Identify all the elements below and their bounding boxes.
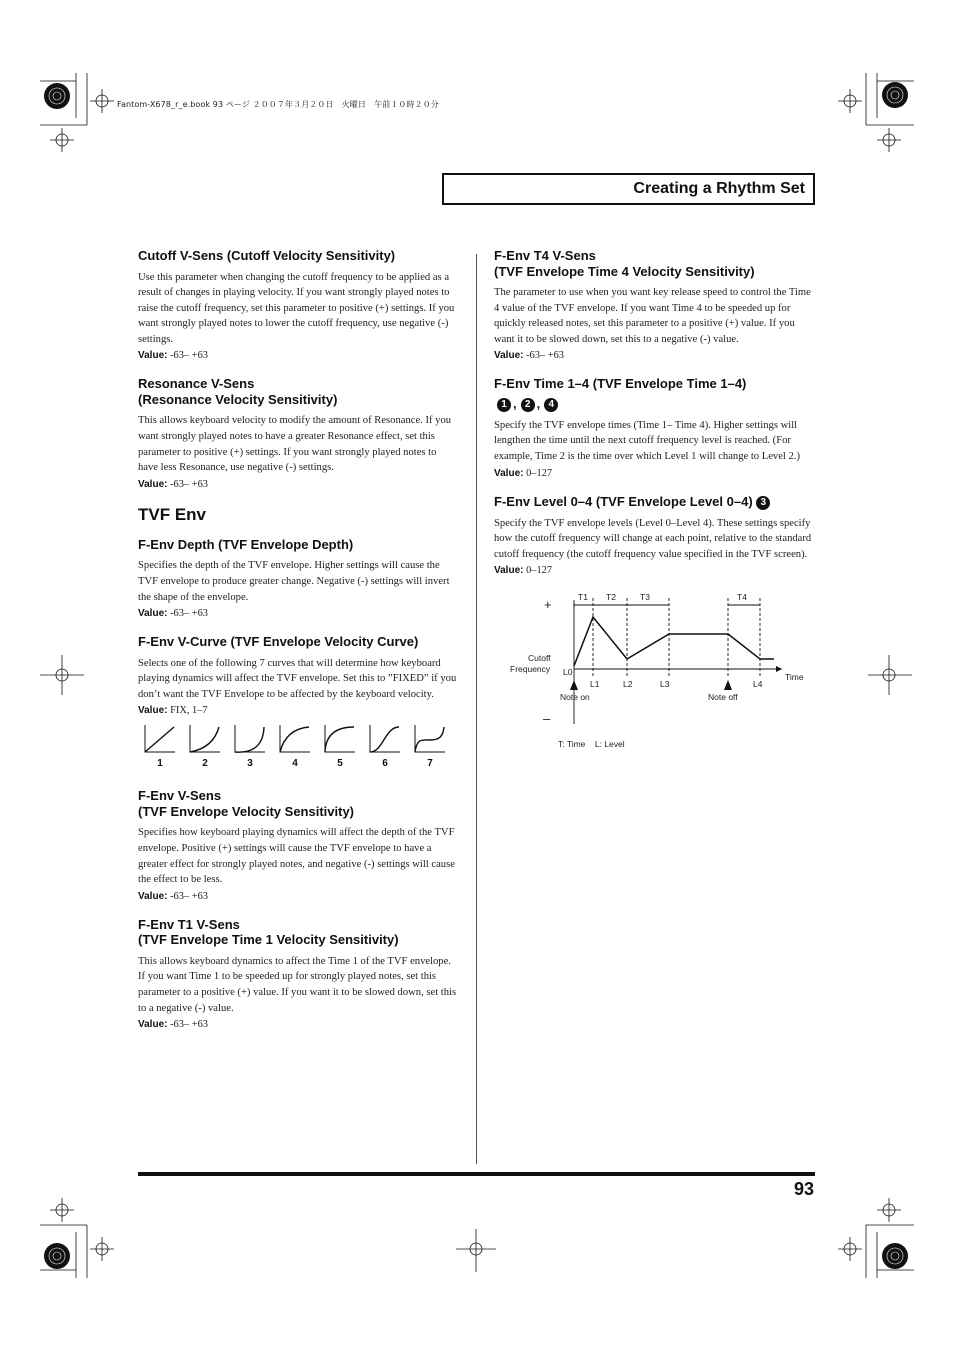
section-cutoff-vsens bbox=[138, 248, 458, 363]
value-resonance-vsens: Value: -63– +63 bbox=[138, 478, 208, 490]
label-t3: T3 bbox=[640, 592, 650, 603]
label-l0: L0 bbox=[563, 667, 573, 678]
label-t1: T1 bbox=[578, 592, 588, 603]
value-fenv-depth: Value: -63– +63 bbox=[138, 608, 208, 620]
body-fenv-level: Specify the TVF envelope levels (Level 0–Level 4). These settings specify how the cutoff frequency will change at each point, relative to the standard cutoff frequency (the cutoff frequency value specified in the TVF screen). bbox=[494, 517, 812, 560]
chapter-title: Creating a Rhythm Set bbox=[633, 180, 805, 197]
section-fenv-t1-vsens bbox=[138, 917, 458, 1032]
heading-fenv-vsens: F-Env V-Sens (TVF Envelope Velocity Sensitivity) bbox=[138, 788, 355, 819]
footer-rule bbox=[138, 1172, 815, 1176]
knob-3-badge: 3 bbox=[756, 496, 770, 510]
body-resonance-vsens: This allows keyboard velocity to modify the amount of Resonance. If you want strongly played notes to have a greater Resonance effect, set this parameter to positive (+) settings. If you want strongly played notes to have less Resonance, use negative (-) settings. bbox=[138, 415, 452, 474]
knob-1-badge: 1 bbox=[497, 398, 511, 412]
body-cutoff-vsens: Use this parameter when changing the cutoff frequency to be applied as a result of changes in playing velocity. If you want strongly played notes to raise the cutoff frequency, set this parameter to positive (+) settings. If you want strongly played notes to lower the cutoff frequency, use negative (-) settings. bbox=[138, 271, 455, 345]
velocity-curve-7: 7 bbox=[412, 724, 448, 774]
tvf-envelope-diagram bbox=[494, 588, 814, 760]
section-fenv-t4-vsens bbox=[494, 248, 814, 363]
section-resonance-vsens bbox=[138, 376, 458, 491]
heading-cutoff-vsens: Cutoff V-Sens (Cutoff Velocity Sensitivity) bbox=[138, 248, 396, 263]
heading-fenv-level: F-Env Level 0–4 (TVF Envelope Level 0–4) 3 bbox=[494, 494, 814, 510]
body-fenv-time: Specify the TVF envelope times (Time 1– Time 4). Higher settings will lengthen the time until the next cutoff frequency level is reached. (For example, Time 2 is the time over which Level 1 will change to Level 2.) bbox=[494, 419, 800, 463]
velocity-curve-2: 2 bbox=[187, 724, 223, 774]
value-fenv-level: Value: 0–127 bbox=[494, 565, 553, 577]
value-fenv-vcurve: Value: FIX, 1–7 bbox=[138, 705, 208, 717]
label-l2: L2 bbox=[623, 679, 633, 690]
value-label: Value: bbox=[138, 350, 168, 362]
heading-fenv-t4-vsens: F-Env T4 V-Sens (TVF Envelope Time 4 Velocity Sensitivity) bbox=[494, 248, 755, 279]
body-fenv-vsens: Specifies how keyboard playing dynamics will affect the depth of the TVF envelope. Positive (+) settings will cause the TVF envelope to have a greater effect for strongly played notes, and negative (-) settings will cause the effect to be less. bbox=[138, 827, 455, 886]
velocity-curve-1: 1 bbox=[142, 724, 178, 774]
velocity-curve-4: 4 bbox=[277, 724, 313, 774]
heading-resonance-vsens: Resonance V-Sens (Resonance Velocity Sensitivity) bbox=[138, 376, 338, 407]
heading-fenv-time: F-Env Time 1–4 (TVF Envelope Time 1–4) bbox=[494, 376, 747, 392]
right-column bbox=[494, 248, 814, 760]
diagram-legend: T: Time L: Level bbox=[558, 739, 625, 750]
y-axis-label-frequency: Frequency bbox=[510, 664, 551, 675]
heading-fenv-t1-vsens: F-Env T1 V-Sens (TVF Envelope Time 1 Velocity Sensitivity) bbox=[138, 916, 399, 948]
knob-2-badge: 2 bbox=[521, 398, 535, 412]
chapter-header bbox=[442, 173, 815, 205]
value-cutoff-vsens: Value: -63– +63 bbox=[138, 350, 208, 362]
x-axis-label-time: Time bbox=[785, 672, 804, 683]
velocity-curve-figure bbox=[138, 724, 458, 776]
label-l1: L1 bbox=[590, 679, 600, 690]
label-l3: L3 bbox=[660, 679, 670, 690]
section-fenv-vsens bbox=[138, 788, 458, 903]
label-note-off: Note off bbox=[708, 692, 738, 703]
body-fenv-vcurve: Selects one of the following 7 curves that will determine how keyboard playing dynamics will affect the TVF envelope. Set this to ”FIXED” if you don’t want the TVF Envelope to be affected by the keyboard velocity. bbox=[138, 657, 457, 700]
value-fenv-time: Value: 0–127 bbox=[494, 467, 553, 479]
minus-sign: – bbox=[543, 711, 551, 727]
knob-4-badge: 4 bbox=[544, 398, 558, 412]
body-fenv-t4-vsens: The parameter to use when you want key release speed to control the Time 4 value of the TVF envelope. If you want Time 4 to be speeded up for quickly released notes, set this parameter to a positive (+) value. If you want it to be slowed down, set this to a negative (-) value. bbox=[494, 287, 811, 345]
heading-fenv-vcurve: F-Env V-Curve (TVF Envelope Velocity Curve) bbox=[138, 634, 419, 650]
file-info-line: Fantom-X678_r_e.book 93 ページ ２００７年３月２０日 火曜日 午前１０時２０分 bbox=[117, 100, 439, 109]
body-fenv-t1-vsens: This allows keyboard dynamics to affect the Time 1 of the TVF envelope. If you want Time 1 to be speeded up for strongly played notes, set this parameter to a positive (+) value. If you want it to be slowed down, set this to a negative (-) value. bbox=[138, 955, 457, 1014]
heading-tvf-env: TVF Env bbox=[138, 504, 207, 524]
velocity-curve-5: 5 bbox=[322, 724, 358, 774]
value-fenv-t4-vsens: Value: -63– +63 bbox=[494, 350, 564, 362]
page-number: 93 bbox=[793, 1179, 814, 1199]
body-fenv-depth: Specifies the depth of the TVF envelope. Higher settings will cause the TVF envelope to produce greater change. Negative (-) settings will invert the shape of the envelope. bbox=[138, 560, 450, 603]
label-t4: T4 bbox=[737, 592, 747, 603]
column-divider bbox=[476, 254, 477, 1164]
left-column bbox=[138, 248, 458, 1045]
label-note-on: Note on bbox=[560, 692, 590, 703]
velocity-curve-6: 6 bbox=[367, 724, 403, 774]
section-fenv-time bbox=[494, 376, 814, 480]
section-fenv-level bbox=[494, 494, 814, 579]
heading-fenv-depth: F-Env Depth (TVF Envelope Depth) bbox=[138, 536, 354, 552]
section-fenv-depth bbox=[138, 537, 458, 621]
label-l4: L4 bbox=[753, 679, 763, 690]
knob-reference-row: 1 , 2 , 4 bbox=[497, 396, 814, 412]
envelope-graph bbox=[494, 588, 814, 760]
velocity-curve-3: 3 bbox=[232, 724, 268, 774]
value-fenv-vsens: Value: -63– +63 bbox=[138, 890, 208, 902]
label-t2: T2 bbox=[606, 592, 616, 603]
plus-sign: + bbox=[544, 597, 552, 613]
value-fenv-t1-vsens: Value: -63– +63 bbox=[138, 1019, 208, 1031]
section-fenv-vcurve bbox=[138, 634, 458, 718]
y-axis-label-cutoff: Cutoff bbox=[528, 653, 551, 664]
